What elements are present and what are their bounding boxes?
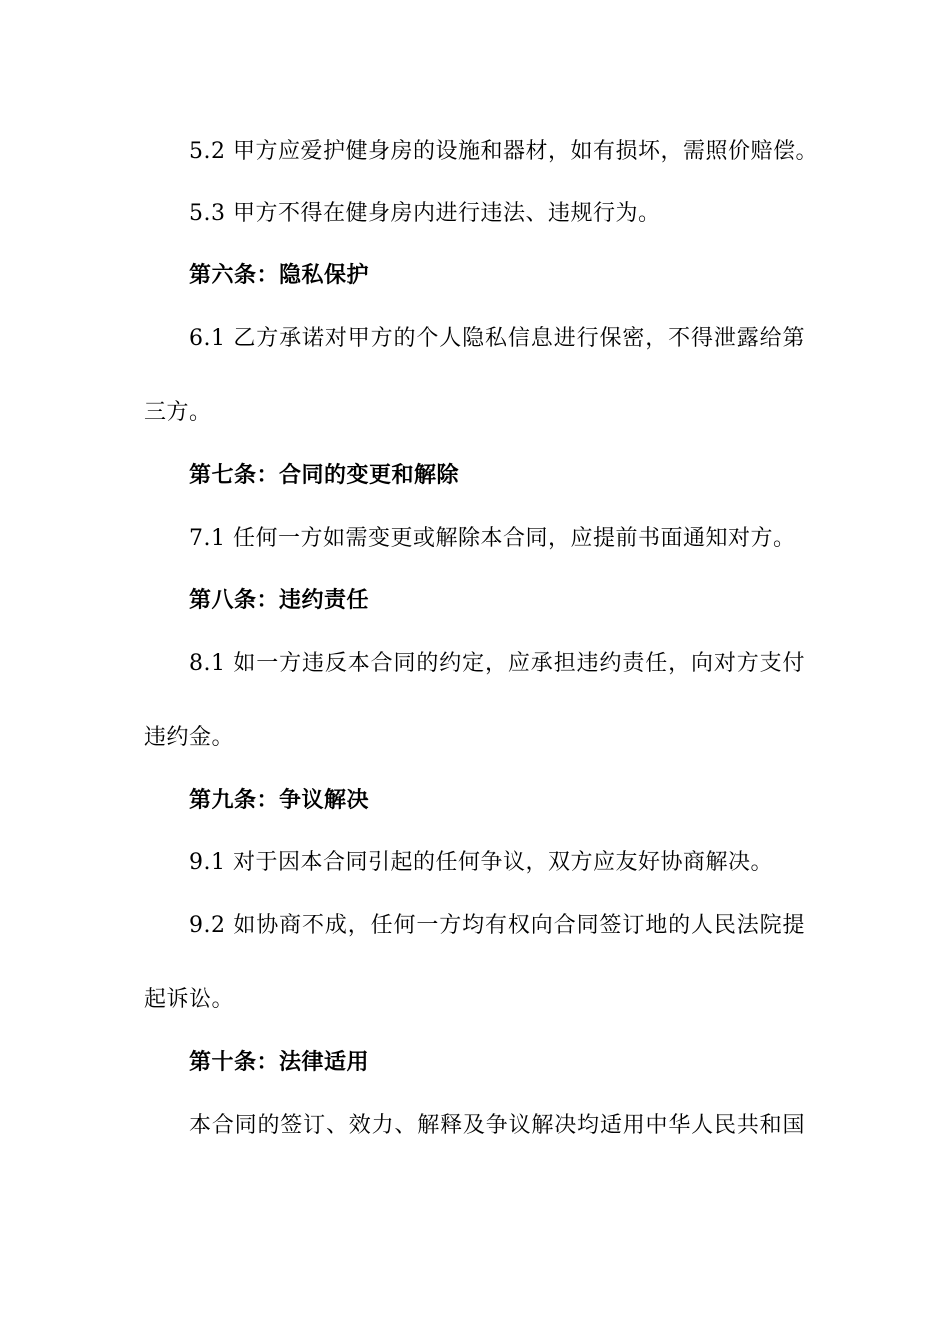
article-6-heading: 第六条：隐私保护 <box>189 263 370 288</box>
clause-9-1: 9.1 对于因本合同引起的任何争议，双方应友好协商解决。 <box>189 850 773 875</box>
article-10-body: 本合同的签订、效力、解释及争议解决均适用中华人民共和国 <box>189 1113 805 1138</box>
clause-8-1-continuation: 违约金。 <box>144 725 235 750</box>
clause-8-1: 8.1 如一方违反本合同的约定，应承担违约责任，向对方支付 <box>189 651 805 676</box>
article-9-heading: 第九条：争议解决 <box>189 788 370 813</box>
article-7-heading: 第七条：合同的变更和解除 <box>189 463 460 488</box>
clause-9-2-continuation: 起诉讼。 <box>144 987 235 1012</box>
clause-6-1-continuation: 三方。 <box>144 400 212 425</box>
clause-5-3: 5.3 甲方不得在健身房内进行违法、违规行为。 <box>189 201 661 226</box>
clause-5-2: 5.2 甲方应爱护健身房的设施和器材，如有损坏，需照价赔偿。 <box>189 139 818 164</box>
article-10-heading: 第十条：法律适用 <box>189 1050 370 1075</box>
article-8-heading: 第八条：违约责任 <box>189 588 370 613</box>
clause-6-1: 6.1 乙方承诺对甲方的个人隐私信息进行保密，不得泄露给第 <box>189 326 805 351</box>
clause-9-2: 9.2 如协商不成，任何一方均有权向合同签订地的人民法院提 <box>189 913 805 938</box>
clause-7-1: 7.1 任何一方如需变更或解除本合同，应提前书面通知对方。 <box>189 526 796 551</box>
